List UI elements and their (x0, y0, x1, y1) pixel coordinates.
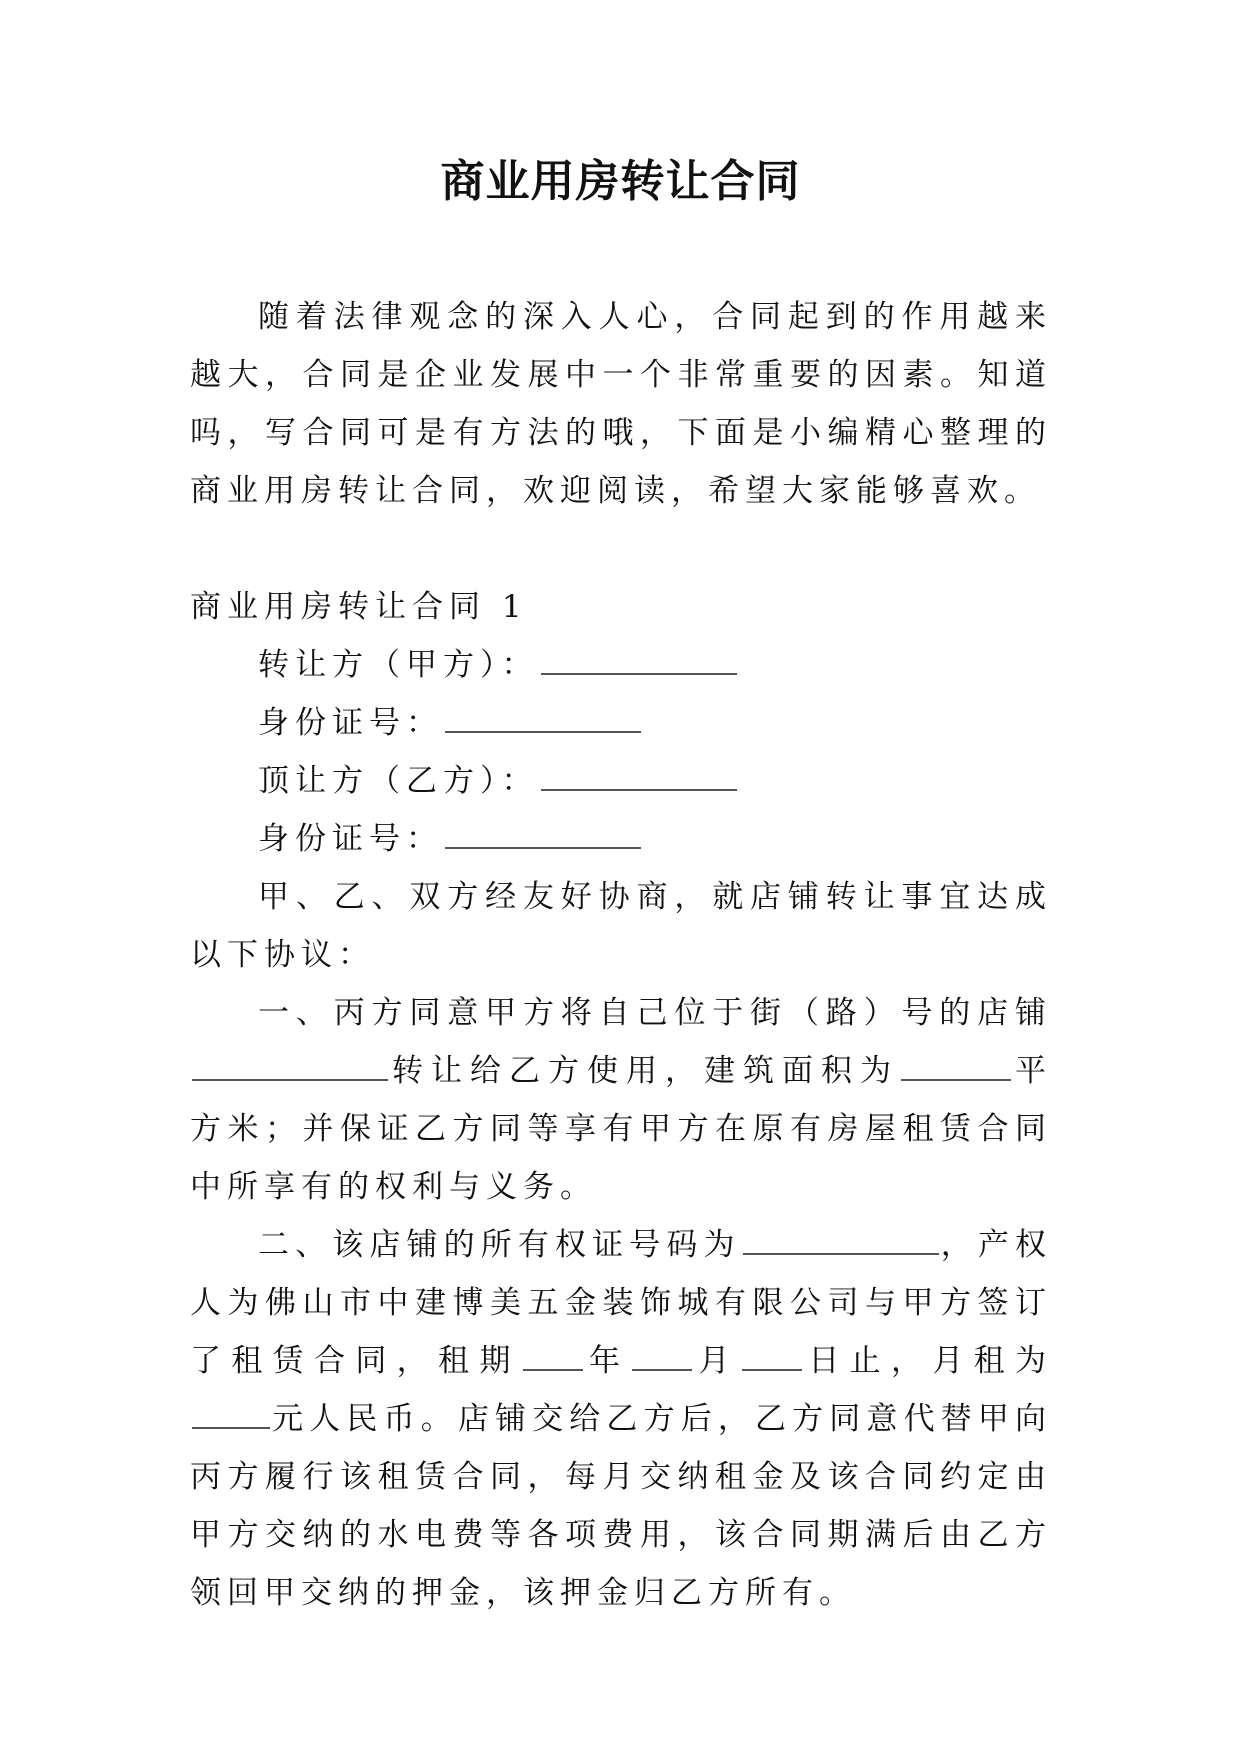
party-b-label: 顶让方（乙方）： (258, 763, 539, 799)
clause-2-part-1: 二、该店铺的所有权证号码为 (258, 1227, 741, 1263)
clause-2-paragraph (190, 1216, 1052, 1622)
document-body (190, 288, 1052, 1622)
preamble-paragraph: 甲、乙、双方经友好协商，就店铺转让事宜达成以下协议： (190, 879, 1052, 973)
party-b-id-blank (445, 819, 641, 849)
document-title: 商业用房转让合同 (440, 156, 801, 207)
clause-2-part-3: 元人民币。店铺交给乙方后，乙方同意代替甲向丙方履行该租赁合同，每月交纳租金及该合同约定由甲方交纳的水电费等各项费用，该合同期满后由乙方领回甲交纳的押金，该押金归乙方所有。 (190, 1401, 1052, 1611)
year-blank (523, 1341, 583, 1371)
intro-paragraph: 随着法律观念的深入人心，合同起到的作用越来越大，合同是企业发展中一个非常重要的因素。知道吗，写合同可是有方法的哦，下面是小编精心整理的商业用房转让合同，欢迎阅读，希望大家能够喜欢。 (190, 299, 1052, 509)
party-a-label: 转让方（甲方）： (258, 647, 539, 683)
area-blank (901, 1051, 1011, 1081)
party-b-blank (541, 761, 737, 791)
clause-2-part-2: ，产权人为佛山市中建博美五金装饰城有限公司与甲方签订了租赁合同，租期 (190, 1227, 1052, 1379)
clause-1-paragraph (190, 984, 1052, 1216)
party-a-line (190, 636, 1052, 694)
certificate-number-blank (743, 1225, 939, 1255)
clause-1-part-3: 平方米；并保证乙方同等享有甲方在原有房屋租赁合同中所享有的权利与义务。 (190, 1053, 1052, 1205)
section-heading: 商业用房转让合同 1 (190, 589, 528, 625)
rent-blank (192, 1399, 270, 1429)
party-a-id-label: 身份证号： (258, 705, 443, 741)
day-blank (742, 1341, 802, 1371)
clause-1-part-2: 转让给乙方使用，建筑面积为 (390, 1053, 899, 1089)
year-label: 年 (584, 1343, 631, 1379)
day-end-label: 日止，月租为 (804, 1343, 1053, 1379)
party-a-blank (541, 645, 737, 675)
clause-1-part-1: 一、丙方同意甲方将自己位于街（路）号的店铺 (258, 995, 1052, 1031)
month-label: 月 (694, 1343, 741, 1379)
party-b-line (190, 752, 1052, 810)
month-blank (632, 1341, 692, 1371)
party-a-id-blank (445, 703, 641, 733)
shop-address-blank (192, 1051, 388, 1081)
party-b-id-label: 身份证号： (258, 821, 443, 857)
party-b-id-line (190, 810, 1052, 868)
party-a-id-line (190, 694, 1052, 752)
